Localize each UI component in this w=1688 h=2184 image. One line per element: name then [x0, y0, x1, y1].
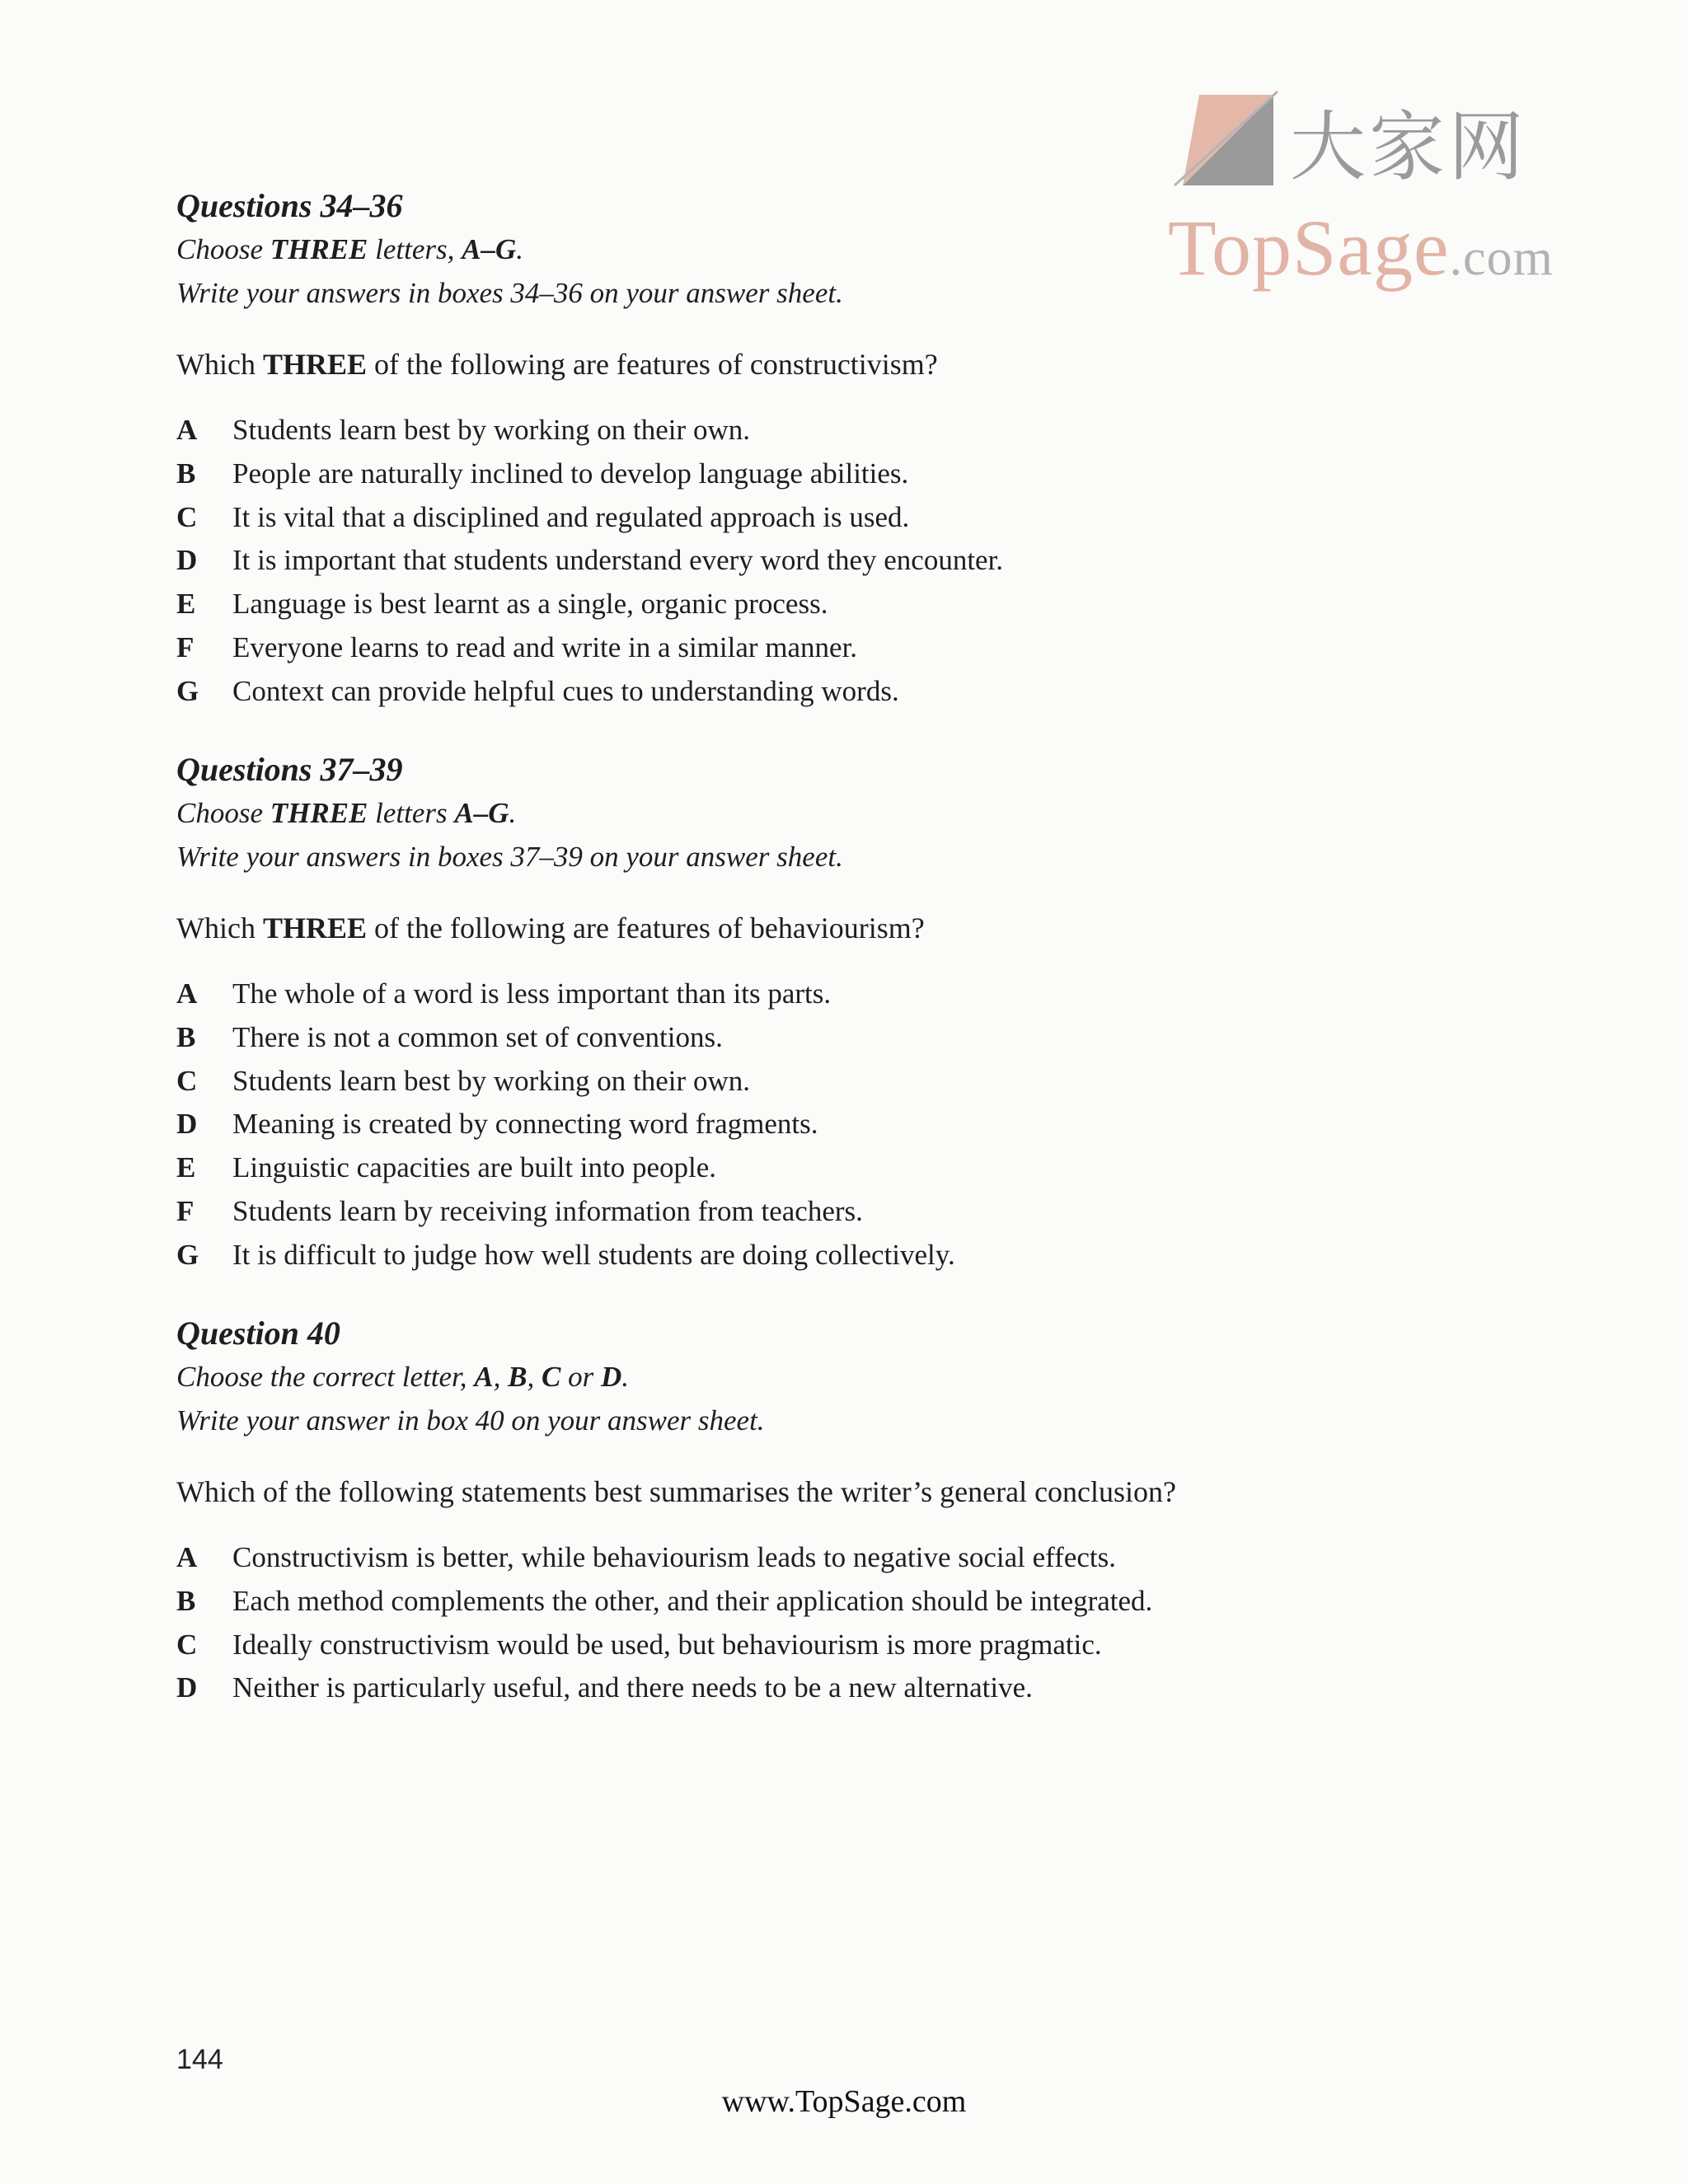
option-letter: B [176, 1020, 196, 1053]
option-letter: A [176, 977, 198, 1010]
option-letter: E [176, 1151, 196, 1184]
option-item [176, 626, 1495, 670]
option-item [176, 1190, 1495, 1234]
option-text: Everyone learns to read and write in a similar manner. [232, 630, 858, 663]
topsage-logo-mark-icon [1166, 87, 1290, 194]
option-item [176, 496, 1495, 540]
option-item [176, 539, 1495, 583]
section-instruction-choose: Choose the correct letter, A, B, C or D. [176, 1361, 629, 1393]
option-item [176, 972, 1495, 1016]
option-letter: F [176, 1194, 195, 1227]
option-item [176, 409, 1495, 452]
section-instruction-write: Write your answer in box 40 on your answer sheet. [176, 1404, 765, 1436]
option-text: It is difficult to judge how well students are doing collectively. [232, 1238, 955, 1271]
question-prompt: Which THREE of the following are features of constructivism? [176, 348, 938, 381]
option-letter: C [176, 500, 198, 533]
option-letter: A [176, 1541, 198, 1573]
option-text: Ideally constructivism would be used, but behaviourism is more pragmatic. [232, 1628, 1102, 1661]
option-item [176, 1103, 1495, 1146]
option-text: It is vital that a disciplined and regulated approach is used. [232, 500, 910, 533]
section-title: Question 40 [176, 1315, 340, 1352]
question-section-34-36 [176, 185, 1495, 714]
option-item [176, 1580, 1495, 1624]
footer-url: www.TopSage.com [721, 2084, 967, 2119]
watermark-brand: TopSage [1168, 204, 1450, 292]
option-text: Students learn best by working on their own. [232, 414, 750, 446]
option-text: Linguistic capacities are built into people. [232, 1151, 717, 1184]
option-item [176, 1016, 1495, 1060]
option-text: Neither is particularly useful, and there needs to be a new alternative. [232, 1671, 1033, 1704]
option-letter: B [176, 457, 196, 490]
option-text: The whole of a word is less important than its parts. [232, 977, 832, 1010]
option-item [176, 452, 1495, 496]
option-letter: A [176, 414, 198, 446]
option-list [176, 1536, 1495, 1710]
option-item [176, 670, 1495, 714]
watermark-domain: .com [1449, 230, 1554, 286]
option-letter: G [176, 674, 199, 707]
option-text: It is important that students understand every word they encounter. [232, 544, 1004, 577]
option-item [176, 1624, 1495, 1667]
question-section-40 [176, 1312, 1495, 1710]
option-text: Meaning is created by connecting word fragments. [232, 1108, 818, 1141]
option-item [176, 1060, 1495, 1104]
question-prompt: Which THREE of the following are features of behaviourism? [176, 912, 925, 944]
question-section-37-39 [176, 748, 1495, 1277]
option-letter: F [176, 630, 195, 663]
section-title: Questions 37–39 [176, 751, 403, 788]
option-letter: D [176, 544, 198, 577]
option-letter: C [176, 1064, 198, 1097]
option-letter: C [176, 1628, 198, 1661]
option-letter: B [176, 1584, 196, 1617]
section-instruction-choose: Choose THREE letters, A–G. [176, 233, 523, 265]
option-text: There is not a common set of conventions. [232, 1020, 723, 1053]
section-instruction-write: Write your answers in boxes 37–39 on your answer sheet. [176, 841, 843, 873]
section-instruction-write: Write your answers in boxes 34–36 on your answer sheet. [176, 277, 843, 309]
option-text: Constructivism is better, while behaviourism leads to negative social effects. [232, 1541, 1116, 1573]
page-number: 144 [176, 2044, 223, 2075]
option-text: Students learn by receiving information from teachers. [232, 1194, 863, 1227]
option-letter: E [176, 588, 196, 621]
option-item [176, 583, 1495, 626]
section-title: Questions 34–36 [176, 187, 403, 224]
option-item [176, 1666, 1495, 1710]
option-text: Each method complements the other, and their application should be integrated. [232, 1584, 1153, 1617]
option-item [176, 1234, 1495, 1277]
option-letter: D [176, 1671, 198, 1704]
option-letter: G [176, 1238, 199, 1271]
option-text: Students learn best by working on their own. [232, 1064, 750, 1097]
option-list [176, 972, 1495, 1277]
option-text: People are naturally inclined to develop language abilities. [232, 457, 909, 490]
option-item [176, 1536, 1495, 1580]
option-text: Language is best learnt as a single, organic process. [232, 588, 828, 621]
option-item [176, 1146, 1495, 1190]
option-letter: D [176, 1108, 198, 1141]
watermark-chinese-text: 大家网 [1290, 103, 1528, 191]
question-prompt: Which of the following statements best summarises the writer’s general conclusion? [176, 1475, 1177, 1508]
option-text: Context can provide helpful cues to understanding words. [232, 674, 899, 707]
section-instruction-choose: Choose THREE letters A–G. [176, 797, 517, 829]
option-list [176, 409, 1495, 714]
